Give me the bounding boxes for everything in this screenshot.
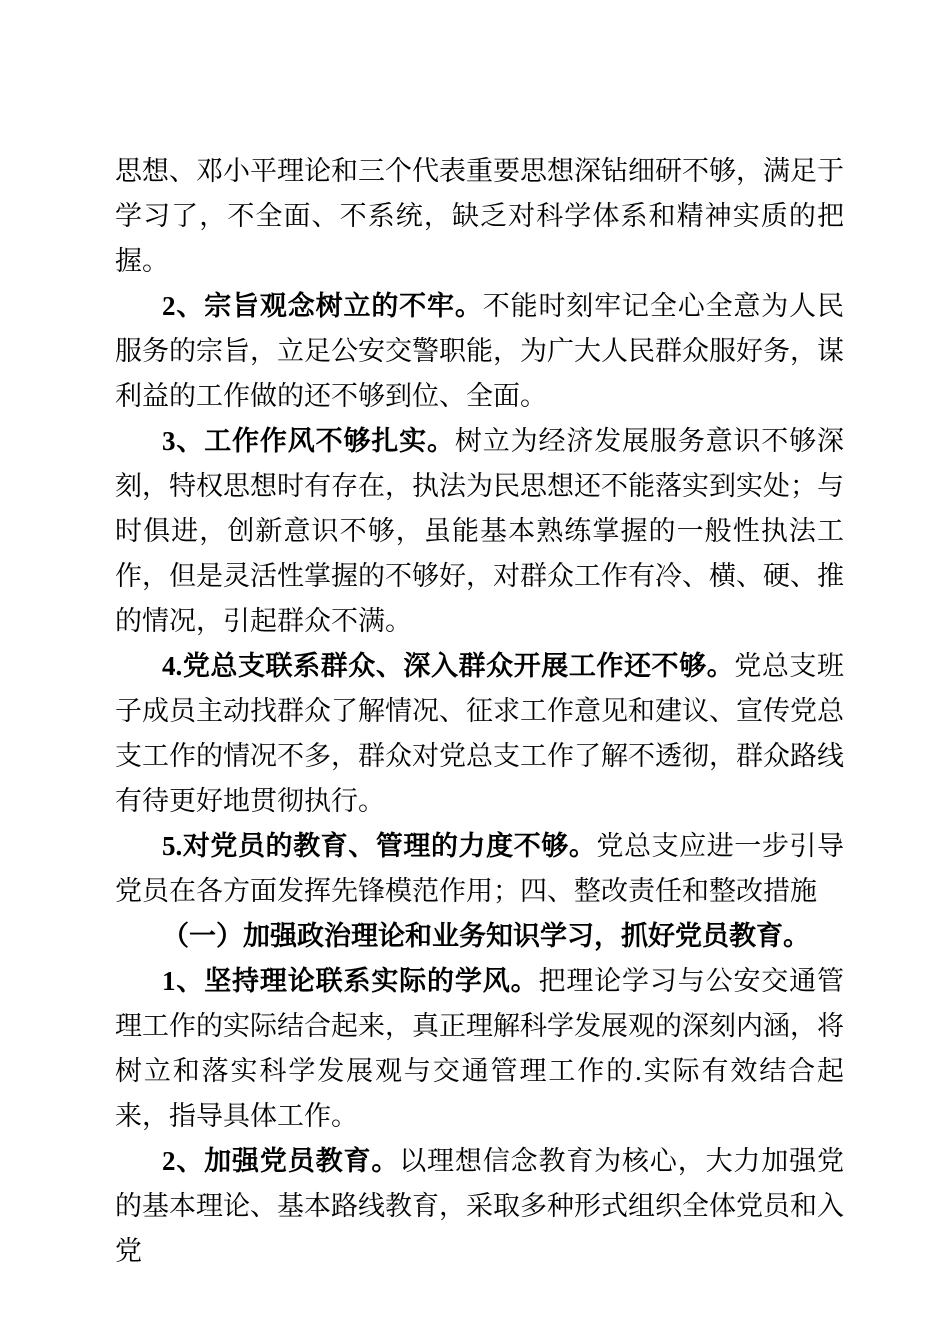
paragraph-text: 以理想信念教育为核心，大力加强党的基本理论、基本路线教育，采取多种形式组织全体党员和入党 <box>115 1146 844 1266</box>
paragraph-heading: 1、坚持理论联系实际的学风。 <box>162 966 539 996</box>
paragraph-text: 思想、邓小平理论和三个代表重要思想深钻细研不够，满足于学习了，不全面、不系统，缺乏对科学体系和精神实质的把握。 <box>115 156 844 276</box>
paragraph-point-4 <box>115 644 844 824</box>
paragraph-point-5 <box>115 824 844 914</box>
paragraph-heading: 3、工作作风不够扎实。 <box>162 426 455 456</box>
paragraph-point-2 <box>115 284 844 419</box>
paragraph-carryover <box>115 149 844 284</box>
paragraph-heading: 4.党总支联系群众、深入群众开展工作还不够。 <box>162 651 735 681</box>
paragraph-section-heading <box>115 914 844 959</box>
paragraph-text: 党总支应进一步引导党员在各方面发挥先锋模范作用；四、整改责任和整改措施 <box>115 831 845 906</box>
paragraph-text: 把理论学习与公安交通管理工作的实际结合起来，真正理解科学发展观的深刻内涵，将树立和落实科学发展观与交通管理工作的.实际有效结合起来，指导具体工作。 <box>115 966 845 1131</box>
paragraph-text: 树立为经济发展服务意识不够深刻，特权思想时有存在，执法为民思想还不能落实到实处；与时俱进，创新意识不够，虽能基本熟练掌握的一般性执法工作，但是灵活性掌握的不够好，对群众工作有冷、横、硬、推的情况，引起群众不满。 <box>115 426 845 636</box>
paragraph-point-3 <box>115 419 844 644</box>
paragraph-heading: 2、宗旨观念树立的不牢。 <box>162 291 483 321</box>
paragraph-text: 不能时刻牢记全心全意为人民服务的宗旨，立足公安交警职能，为广大人民群众服好务，谋利益的工作做的还不够到位、全面。 <box>115 291 844 411</box>
section-heading-text: （一）加强政治理论和业务知识学习，抓好党员教育。 <box>162 921 810 951</box>
paragraph-heading: 2、加强党员教育。 <box>162 1146 400 1176</box>
paragraph-heading: 5.对党员的教育、管理的力度不够。 <box>162 831 597 861</box>
paragraph-text: 党总支班子成员主动找群众了解情况、征求工作意见和建议、宣传党总支工作的情况不多，群众对党总支工作了解不透彻，群众路线有待更好地贯彻执行。 <box>115 651 845 816</box>
paragraph-measure-1 <box>115 959 844 1139</box>
paragraph-measure-2 <box>115 1139 844 1274</box>
